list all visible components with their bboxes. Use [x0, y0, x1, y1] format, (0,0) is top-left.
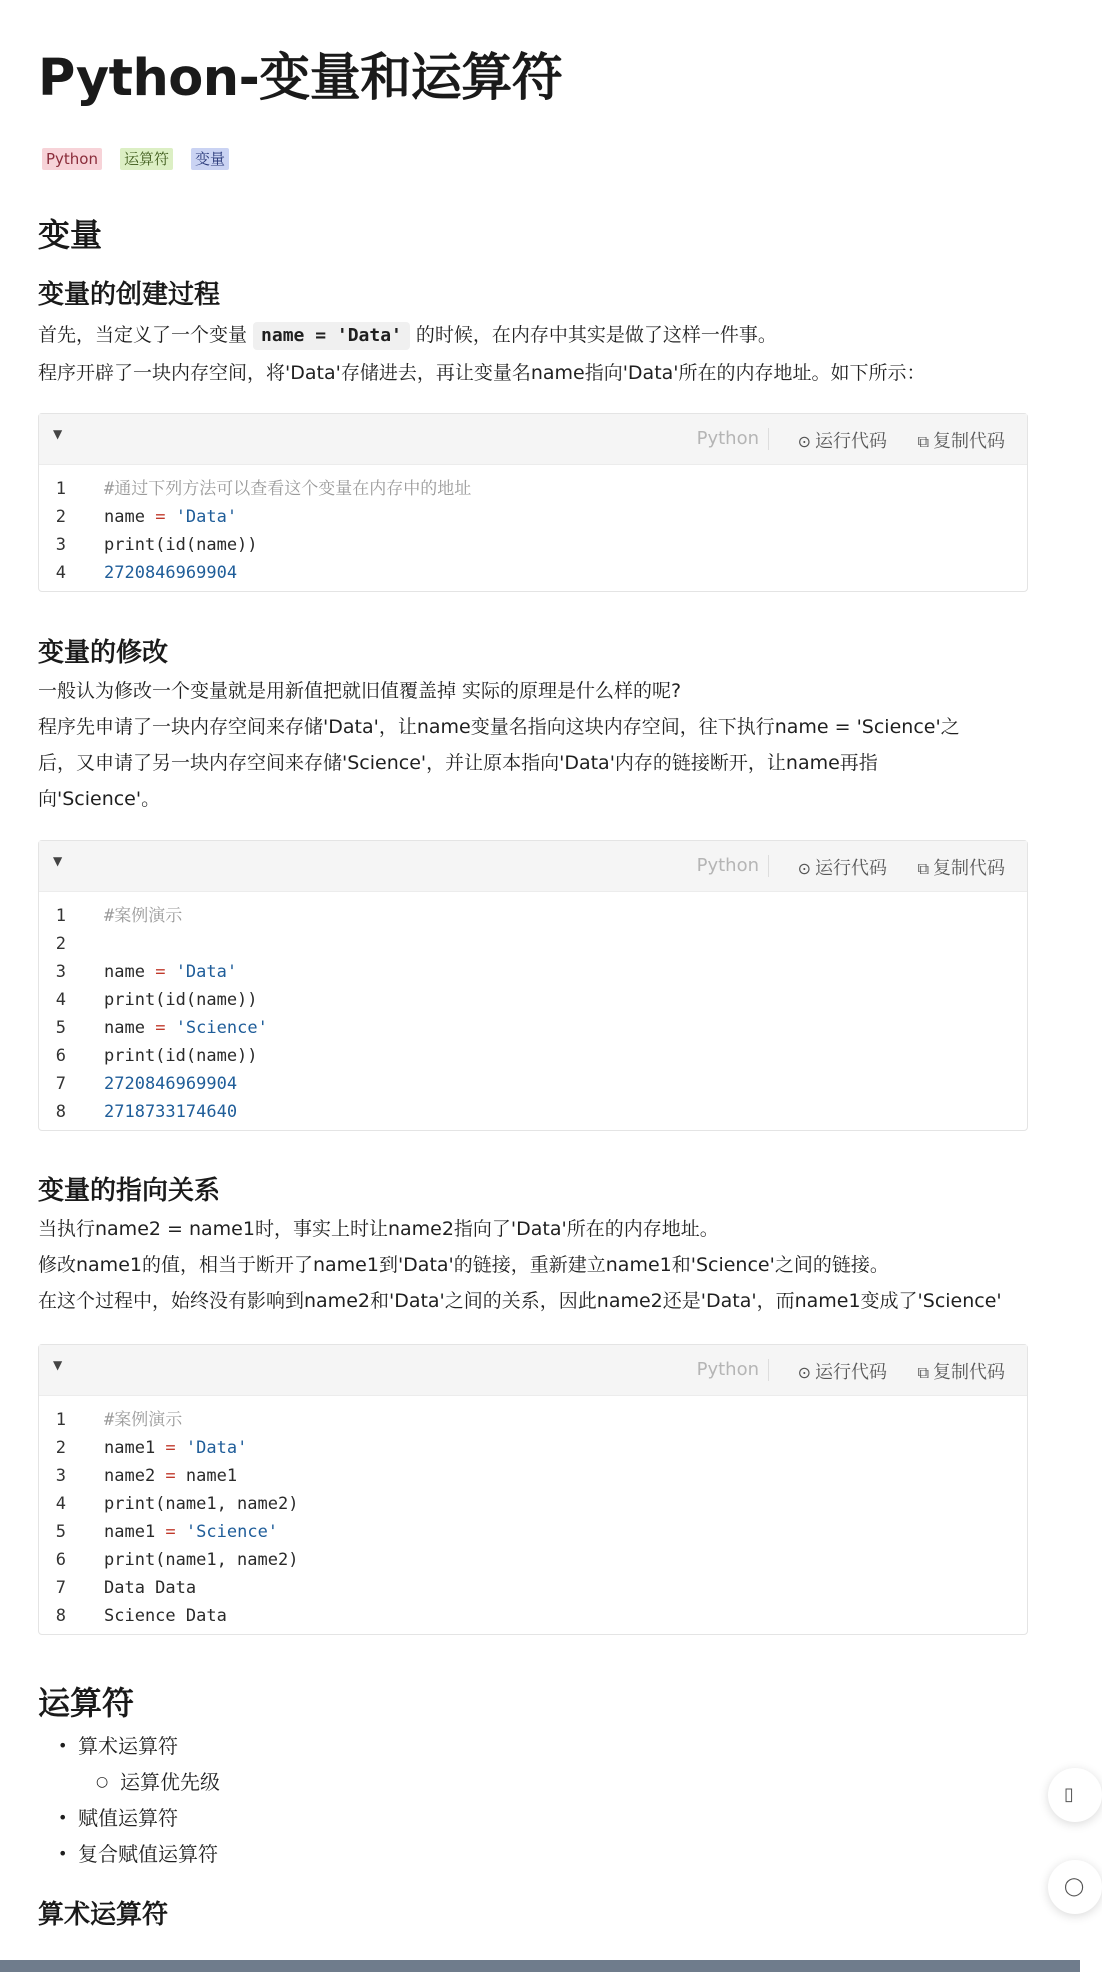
run-code-label: 运行代码 [815, 1362, 887, 1383]
list-item-label: 复合赋值运算符 [78, 1842, 218, 1866]
code-line [39, 1434, 1027, 1462]
divider [768, 855, 769, 877]
line-number: 1 [55, 1410, 66, 1430]
copy-icon: ⧉ [917, 859, 929, 878]
page-title: Python-变量和运算符 [38, 49, 563, 108]
code-language: Python [696, 1359, 759, 1380]
code-body[interactable] [39, 465, 1027, 591]
copy-code-button[interactable] [918, 1358, 1005, 1384]
code-line [39, 1406, 1027, 1434]
line-number: 3 [55, 535, 66, 555]
list-item[interactable] [38, 1728, 220, 1764]
code-text [104, 1014, 268, 1042]
code-token: Science Data [104, 1606, 227, 1626]
code-line [39, 1574, 1027, 1602]
code-token [165, 507, 175, 527]
run-code-button[interactable] [798, 854, 887, 880]
list-item-label: 运算优先级 [120, 1770, 220, 1794]
operators-toc [38, 1728, 220, 1872]
code-line [39, 986, 1027, 1014]
copy-code-button[interactable] [918, 854, 1005, 880]
code-token [165, 962, 175, 982]
run-code-label: 运行代码 [815, 431, 887, 452]
code-line [39, 1070, 1027, 1098]
code-text [104, 1574, 196, 1602]
code-body[interactable] [39, 892, 1027, 1130]
code-token: Data Data [104, 1578, 197, 1598]
paragraph-creation-2: 程序开辟了一块内存空间，将'Data'存储进去，再让变量名name指向'Data'所在的内存地址。如下所示： [38, 362, 926, 384]
code-token: name [104, 1018, 156, 1038]
paragraph-modify-2: 程序先申请了一块内存空间来存储'Data'，让name变量名指向这块内存空间，往下执行name = 'Science'之 [38, 716, 960, 738]
code-block-1 [38, 413, 1028, 592]
code-toolbar [39, 841, 1027, 892]
code-body[interactable] [39, 1396, 1027, 1634]
code-token: = [165, 1466, 176, 1486]
bullet: ○ [96, 1774, 109, 1790]
code-language: Python [696, 428, 759, 449]
code-line [39, 1098, 1027, 1126]
code-token: = [155, 507, 166, 527]
line-number: 5 [55, 1018, 66, 1038]
code-language: Python [696, 855, 759, 876]
line-number: 7 [55, 1578, 66, 1598]
code-line [39, 1462, 1027, 1490]
list-item[interactable] [38, 1800, 220, 1836]
code-token: print(name1, name2) [104, 1550, 299, 1570]
code-toolbar [39, 1345, 1027, 1396]
code-text [104, 986, 258, 1014]
line-number: 4 [55, 1494, 66, 1514]
code-token: 2720846969904 [104, 563, 238, 583]
line-number: 8 [55, 1102, 66, 1122]
tag-operators[interactable]: 运算符 [120, 148, 173, 170]
code-text [104, 1546, 298, 1574]
line-number: 7 [55, 1074, 66, 1094]
triangle-down-icon[interactable]: ▼ [53, 427, 63, 441]
code-text [104, 475, 471, 503]
line-number: 1 [55, 906, 66, 926]
code-text [104, 1434, 247, 1462]
code-line [39, 902, 1027, 930]
line-number: 1 [55, 479, 66, 499]
code-line [39, 1490, 1027, 1518]
code-token: #案例演示 [104, 1410, 183, 1430]
list-item-label: 算术运算符 [78, 1734, 178, 1758]
triangle-down-icon[interactable]: ▼ [53, 854, 63, 868]
code-token [176, 1522, 186, 1542]
code-line [39, 475, 1027, 503]
code-token: print(id(name)) [104, 1046, 258, 1066]
code-token: name1 [104, 1438, 166, 1458]
code-token: 2720846969904 [104, 1074, 238, 1094]
line-number: 5 [55, 1522, 66, 1542]
code-token: print(id(name)) [104, 990, 258, 1010]
heading-variable-creation: 变量的创建过程 [38, 280, 221, 310]
copy-icon: ⧉ [917, 1363, 929, 1382]
code-token [176, 1438, 186, 1458]
paragraph-modify-4: 向'Science'。 [38, 788, 161, 810]
inline-code: name = 'Data' [253, 322, 410, 350]
paragraph-modify-1: 一般认为修改一个变量就是用新值把就旧值覆盖掉 实际的原理是什么样的呢? [38, 680, 682, 702]
triangle-down-icon[interactable]: ▼ [53, 1358, 63, 1372]
code-line [39, 1518, 1027, 1546]
code-line [39, 1042, 1027, 1070]
line-number: 8 [55, 1606, 66, 1626]
tag-variables[interactable]: 变量 [191, 148, 229, 170]
code-token: 'Data' [175, 507, 238, 527]
bullet: • [58, 1808, 68, 1827]
run-code-label: 运行代码 [815, 858, 887, 879]
code-block-2 [38, 840, 1028, 1131]
run-code-button[interactable] [798, 1358, 887, 1384]
floating-comment-button[interactable]: ◯ [1048, 1860, 1102, 1914]
play-circle-icon: ⊙ [797, 1363, 811, 1382]
code-line [39, 1546, 1027, 1574]
line-number: 4 [55, 990, 66, 1010]
tag-list [42, 148, 229, 170]
code-token: #通过下列方法可以查看这个变量在内存中的地址 [104, 479, 472, 499]
copy-icon: ⧉ [917, 432, 929, 451]
code-token: 'Data' [175, 962, 238, 982]
list-item[interactable] [38, 1764, 220, 1800]
code-line [39, 958, 1027, 986]
line-number: 2 [55, 1438, 66, 1458]
text: 的时候，在内存中其实是做了这样一件事。 [415, 324, 777, 346]
heading-arithmetic-operators: 算术运算符 [38, 1900, 169, 1930]
paragraph-modify-3: 后，又申请了另一块内存空间来存储'Science'，并让原本指向'Data'内存的链接断开，让name再指 [38, 752, 878, 774]
code-token: 'Science' [175, 1018, 268, 1038]
code-text [104, 1462, 237, 1490]
code-token: name1 [175, 1466, 238, 1486]
code-line [39, 1602, 1027, 1630]
list-item[interactable] [38, 1836, 220, 1872]
paragraph-reference-3: 在这个过程中，始终没有影响到name2和'Data'之间的关系，因此name2还是'Data'，而name1变成了'Science' [38, 1290, 1002, 1312]
code-token: name [104, 507, 156, 527]
code-token: = [165, 1522, 176, 1542]
code-token: print(id(name)) [104, 535, 258, 555]
line-number: 4 [55, 563, 66, 583]
play-circle-icon: ⊙ [797, 859, 811, 878]
code-line [39, 1014, 1027, 1042]
divider [768, 1359, 769, 1381]
code-text [104, 1490, 298, 1518]
line-number: 3 [55, 962, 66, 982]
code-toolbar [39, 414, 1027, 465]
tag-python[interactable]: Python [42, 148, 102, 170]
code-text [104, 1602, 227, 1630]
code-text [104, 1042, 258, 1070]
paragraph-reference-2: 修改name1的值，相当于断开了name1到'Data'的链接，重新建立name1和'Science'之间的链接。 [38, 1254, 889, 1276]
code-text [104, 1406, 182, 1434]
line-number: 6 [55, 1550, 66, 1570]
copy-code-label: 复制代码 [933, 858, 1005, 879]
code-token: 'Data' [185, 1438, 248, 1458]
code-line [39, 559, 1027, 587]
code-token: name [104, 962, 156, 982]
heading-variables: 变量 [38, 216, 103, 254]
code-token: = [155, 1018, 166, 1038]
code-token [165, 1018, 175, 1038]
code-line [39, 930, 1027, 958]
code-line [39, 503, 1027, 531]
line-number: 2 [55, 507, 66, 527]
code-text [104, 1098, 237, 1126]
copy-code-button[interactable] [918, 427, 1005, 453]
code-text [104, 902, 182, 930]
code-token: 2718733174640 [104, 1102, 238, 1122]
code-token: = [155, 962, 166, 982]
code-text [104, 559, 237, 587]
code-token: name1 [104, 1522, 166, 1542]
heading-operators: 运算符 [38, 1684, 135, 1722]
bullet: • [58, 1844, 68, 1863]
line-number: 2 [55, 934, 66, 954]
code-block-3 [38, 1344, 1028, 1635]
code-line [39, 531, 1027, 559]
list-item-label: 赋值运算符 [78, 1806, 178, 1830]
text: 首先，当定义了一个变量 [38, 324, 248, 346]
copy-code-label: 复制代码 [933, 1362, 1005, 1383]
floating-action-button[interactable]: ▯ [1048, 1768, 1102, 1822]
code-text [104, 503, 237, 531]
paragraph-creation-1 [38, 318, 1033, 353]
bottom-bar [0, 1960, 1080, 1972]
line-number: 6 [55, 1046, 66, 1066]
paragraph-reference-1: 当执行name2 = name1时，事实上时让name2指向了'Data'所在的内存地址。 [38, 1218, 719, 1240]
code-text [104, 531, 258, 559]
code-token: name2 [104, 1466, 166, 1486]
divider [768, 428, 769, 450]
heading-variable-modification: 变量的修改 [38, 638, 169, 668]
code-token: 'Science' [185, 1522, 279, 1542]
code-token: #案例演示 [104, 906, 183, 926]
play-circle-icon: ⊙ [797, 432, 811, 451]
code-token: = [165, 1438, 176, 1458]
copy-code-label: 复制代码 [933, 431, 1005, 452]
line-number: 3 [55, 1466, 66, 1486]
code-text [104, 1518, 278, 1546]
code-token: print(name1, name2) [104, 1494, 299, 1514]
bullet: • [58, 1736, 68, 1755]
run-code-button[interactable] [798, 427, 887, 453]
code-text [104, 1070, 237, 1098]
code-text [104, 958, 237, 986]
heading-variable-reference: 变量的指向关系 [38, 1176, 221, 1206]
